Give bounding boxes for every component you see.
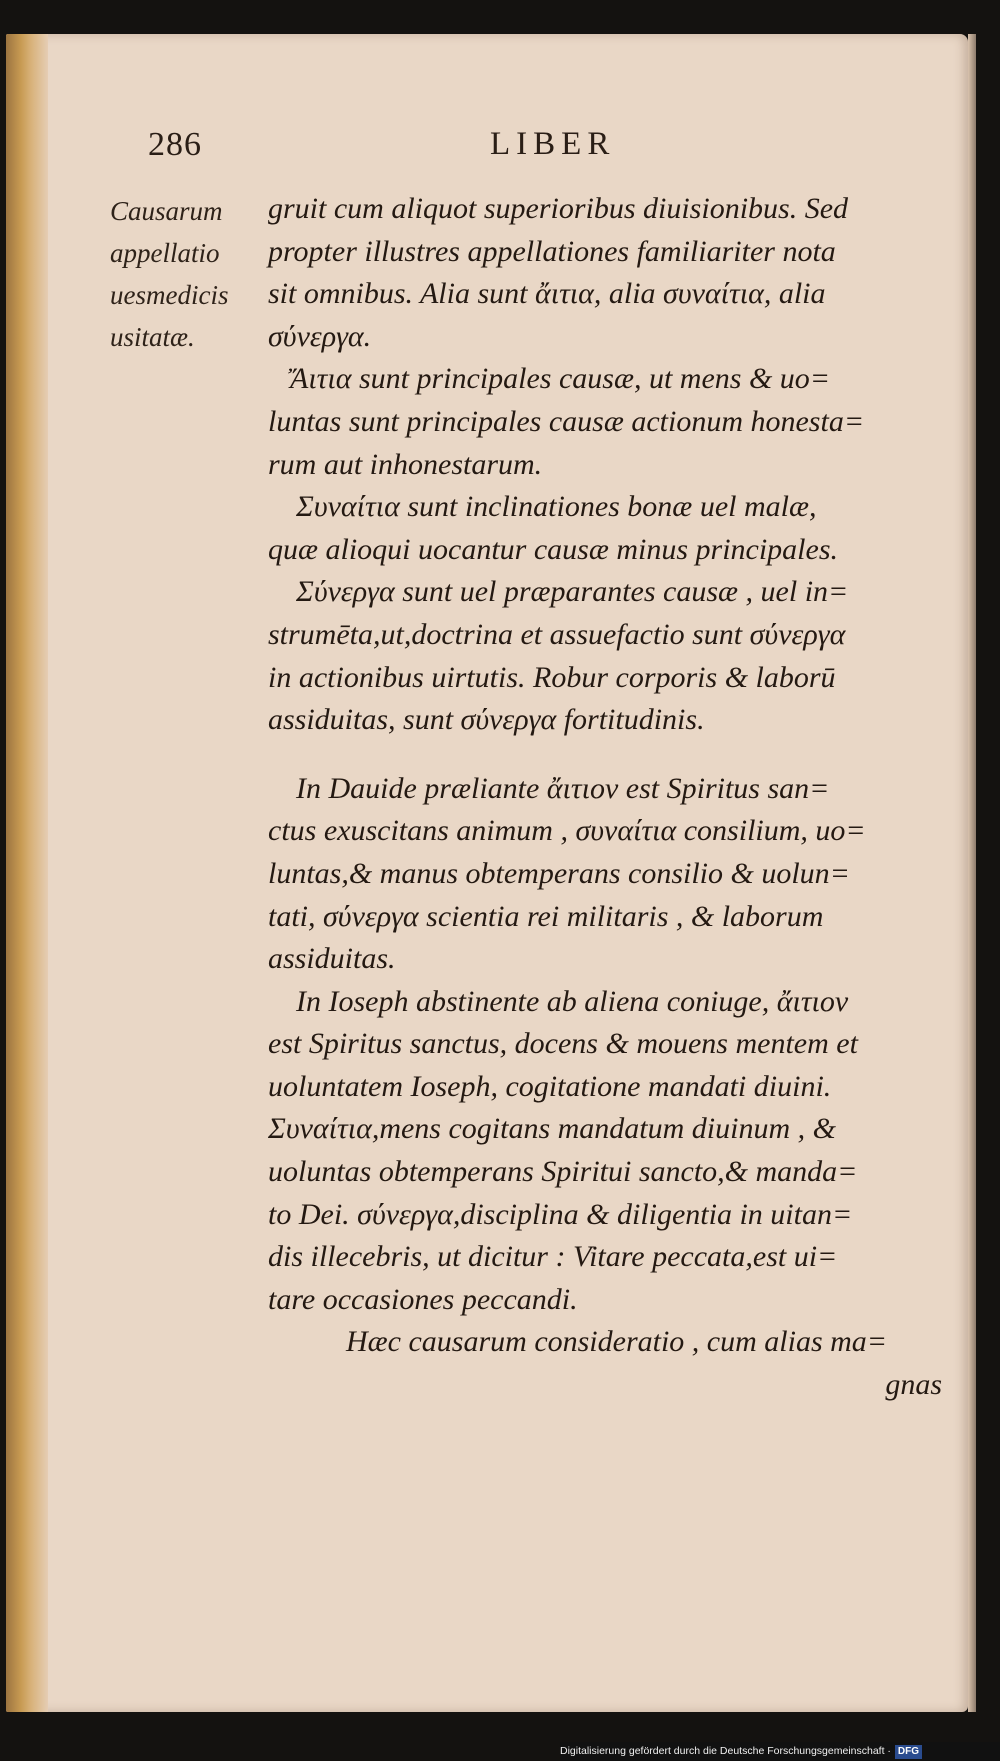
text-line: Συναίτια sunt inclinationes bonæ uel malæ,	[296, 490, 817, 524]
text-line: tati, σύνεργα scientia rei militaris , & laborum	[268, 899, 824, 933]
page-right-edge	[968, 34, 976, 1712]
marginal-note-line: appellatio	[110, 238, 220, 268]
text-line: tare occasiones peccandi.	[268, 1282, 578, 1316]
text-line: est Spiritus sanctus, docens & mouens mentem et	[268, 1027, 858, 1061]
credit-text: Digitalisierung gefördert durch die Deutsche Forschungsgemeinschaft ·	[560, 1745, 891, 1757]
marginal-note-line: Causarum	[110, 196, 223, 226]
running-title: LIBER	[490, 126, 616, 162]
text-line: in actionibus uirtutis. Robur corporis & laborū	[268, 660, 836, 694]
text-line: to Dei. σύνεργα,disciplina & diligentia in uitan=	[268, 1197, 853, 1231]
text-line: sit omnibus. Alia sunt ἄιτια, alia συναίτια, alia	[268, 277, 826, 311]
dfg-logo: DFG	[895, 1745, 922, 1759]
text-line: propter illustres appellationes familiariter nota	[268, 234, 836, 268]
text-line: ctus exuscitans animum , συναίτια consilium, uo=	[268, 814, 866, 848]
marginal-note	[110, 190, 260, 358]
text-line: Hæc causarum consideratio , cum alias ma=	[346, 1325, 888, 1359]
text-line: Σύνεργα sunt uel præparantes causæ , uel in=	[296, 575, 849, 609]
text-line: In Dauide præliante ἄιτιον est Spiritus san=	[296, 771, 830, 805]
text-line: uoluntas obtemperans Spiritui sancto,& manda=	[268, 1155, 858, 1189]
marginal-note-line: uesmedicis	[110, 280, 229, 310]
text-line: gruit cum aliquot superioribus diuisionibus. Sed	[268, 192, 849, 225]
text-line: uoluntatem Ioseph, cogitatione mandati diuini.	[268, 1069, 832, 1103]
text-line: luntas,& manus obtemperans consilio & uolun=	[268, 856, 850, 890]
text-line: luntas sunt principales causæ actionum honesta=	[268, 404, 865, 438]
page-number: 286	[148, 126, 202, 163]
catchword: gnas	[885, 1368, 942, 1402]
text-line: In Ioseph abstinente ab aliena coniuge, ἄιτιον	[296, 984, 849, 1018]
text-line: σύνεργα.	[268, 319, 372, 353]
digitization-credit	[560, 1742, 1000, 1761]
running-head	[0, 126, 1000, 176]
body-text	[268, 188, 958, 1407]
text-line: quæ alioqui uocantur causæ minus principales.	[268, 532, 838, 566]
text-line: Ἄιτια sunt principales causæ, ut mens & uo=	[290, 362, 831, 396]
text-line: strumēta,ut,doctrina et assuefactio sunt σύνεργα	[268, 617, 846, 651]
text-line: assiduitas, sunt σύνεργα fortitudinis.	[268, 703, 705, 737]
page-binding-edge	[6, 34, 48, 1712]
paragraph-gap	[268, 742, 958, 768]
text-line: Συναίτια,mens cogitans mandatum diuinum , &	[268, 1112, 836, 1146]
text-line: dis illecebris, ut dicitur : Vitare peccata,est ui=	[268, 1240, 838, 1274]
text-line: assiduitas.	[268, 942, 396, 976]
text-line: rum aut inhonestarum.	[268, 447, 543, 481]
marginal-note-line: usitatæ.	[110, 322, 195, 352]
